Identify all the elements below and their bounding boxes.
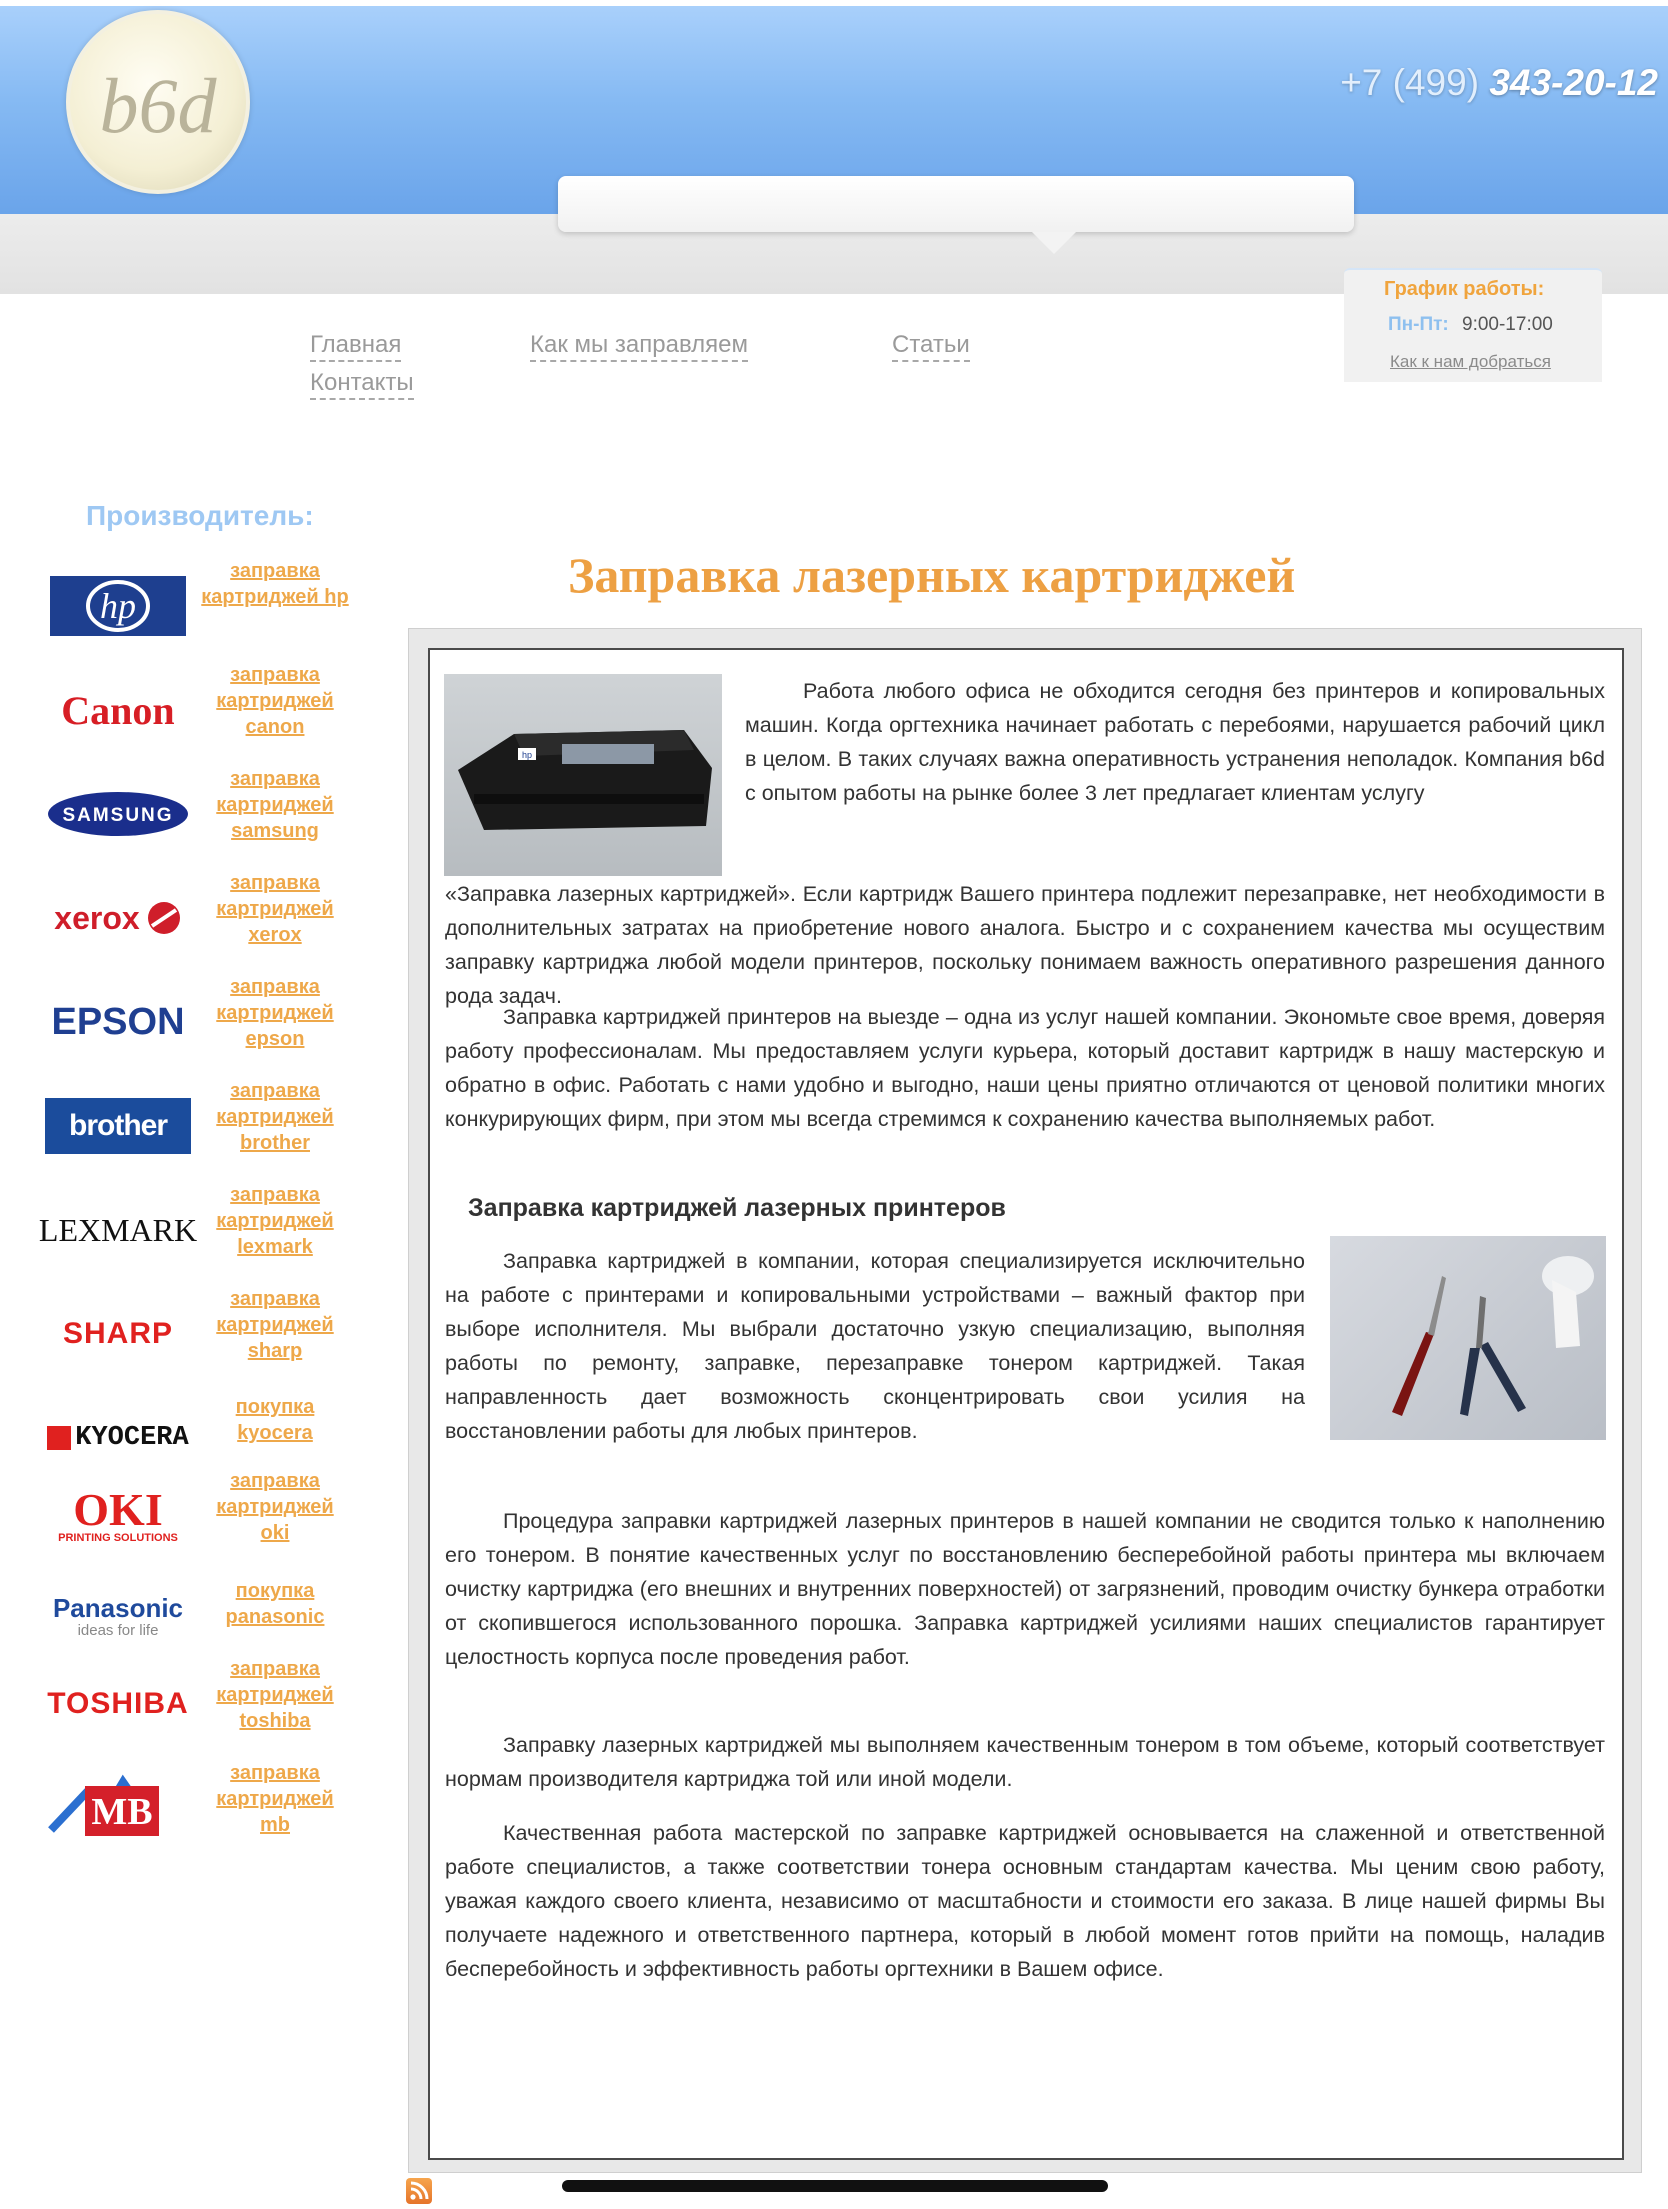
schedule-time: 9:00-17:00 xyxy=(1462,314,1553,335)
canon-logo: Canon xyxy=(61,687,175,733)
tools-photo xyxy=(1330,1236,1606,1440)
brand-brother xyxy=(40,1078,350,1174)
brand-lexmark xyxy=(40,1182,350,1278)
brand-link-sharp[interactable]: заправка картриджей sharp xyxy=(216,1288,334,1362)
home-indicator xyxy=(562,2180,1108,2192)
paragraph-5: Заправку лазерных картриджей мы выполняем качественным тонером в том объеме, который соответствует нормам производителя картриджа той или иной модели. xyxy=(445,1733,1605,1791)
sharp-logo: SHARP xyxy=(62,1317,173,1350)
brand-link-samsung[interactable]: заправка картриджей samsung xyxy=(216,768,334,842)
oki-logo: OKI PRINTING SOLUTIONS xyxy=(58,1484,178,1544)
brand-link-oki[interactable]: заправка картриджей oki xyxy=(216,1470,334,1544)
brother-logo: brother xyxy=(40,1078,196,1174)
schedule-days: Пн-Пт: xyxy=(1388,314,1449,335)
svg-text:SAMSUNG: SAMSUNG xyxy=(62,805,174,826)
brand-link-hp[interactable]: заправка картриджей hp xyxy=(201,560,349,608)
hp-logo xyxy=(40,558,196,654)
epson-logo: EPSON xyxy=(51,1000,185,1043)
panasonic-logo: Panasonic ideas for life xyxy=(52,1592,184,1639)
brand-link-mb[interactable]: заправка картриджей mb xyxy=(216,1762,334,1836)
phone-prefix: +7 (499) xyxy=(1340,62,1480,103)
brand-link-brother[interactable]: заправка картриджей brother xyxy=(216,1080,334,1154)
phone-main: 343-20-12 xyxy=(1489,62,1658,103)
svg-text:hp: hp xyxy=(100,586,136,626)
kyocera-logo: KYOCERA xyxy=(40,1390,196,1486)
sidebar-title: Производитель: xyxy=(86,500,314,531)
brand-link-panasonic[interactable]: покупка panasonic xyxy=(225,1580,325,1628)
samsung-logo xyxy=(40,766,196,862)
svg-text:MB: MB xyxy=(91,1791,153,1833)
brand-toshiba xyxy=(40,1656,350,1752)
brand-link-lexmark[interactable]: заправка картриджей lexmark xyxy=(216,1184,334,1258)
logo-text: b6d xyxy=(99,62,217,149)
paragraph-6: Качественная работа мастерской по заправке картриджей основывается на слаженной и ответственной работе специалистов, а также соответствии тонера основным стандартам качества. Мы ценим свою работу, уважая каждого своего клиента, независимо от масштабности и стоимости его заказа. В лице нашей фирмы Вы получаете надежного и ответственного партнера, который в любой момент готов прийти на помощь, наладив бесперебойность и эффективность работы оргтехники в Вашем офисе. xyxy=(445,1821,1605,1981)
svg-text:hp: hp xyxy=(521,750,533,760)
paragraph-4: Процедура заправки картриджей лазерных принтеров в нашей компании не сводится только к наполнению его тонером. В понятие качественных услуг по восстановлению бесперебойной работы принтера мы включаем очистку картриджа (его внешних и внутренних поверхностей) от загрязнений, проводим очистку бункера отработки от скопившегося использованного порошка. Заправка картриджей усилиями наших специалистов гарантирует целостность корпуса после проведения работ. xyxy=(445,1509,1605,1669)
lexmark-logo: LEXMARK xyxy=(38,1211,198,1248)
paragraph-3: Заправка картриджей в компании, которая специализируется исключительно на работе с принтерами и копировальными устройствами – важный фактор при выборе исполнителя. Мы выбрали достаточно узкую специализацию, выполняя работы по ремонту, заправке, перезаправке тонером картриджей. Такая направленность дает возможность сконцентрировать свои усилия на восстановлении работы для любых принтеров. xyxy=(445,1249,1305,1443)
logo-graphic xyxy=(70,14,246,190)
section-subheading: Заправка картриджей лазерных принтеров xyxy=(468,1194,1006,1222)
phone-number xyxy=(1340,62,1658,104)
brand-link-toshiba[interactable]: заправка картриджей toshiba xyxy=(216,1658,334,1732)
intro-paragraph-bottom: «Заправка лазерных картриджей». Если картридж Вашего принтера подлежит перезаправке, нет необходимости в дополнительных затратах на приобретение нового аналога. Быстро и с сохранением качества мы осуществим заправку картриджа любой модели принтеров, поскольку понимаем важность оперативного разрешения данного рода задач. xyxy=(445,882,1605,1008)
brand-link-xerox[interactable]: заправка картриджей xerox xyxy=(216,872,334,946)
cartridge-photo xyxy=(444,674,722,876)
schedule-title: График работы: xyxy=(1384,278,1545,300)
rss-icon[interactable] xyxy=(406,2178,432,2204)
xerox-logo: xerox xyxy=(40,870,196,966)
brand-hp xyxy=(40,558,350,654)
brand-epson xyxy=(40,974,350,1070)
search-bar-pointer xyxy=(1032,232,1076,254)
page-title: Заправка лазерных картриджей xyxy=(568,546,1296,603)
brand-link-epson[interactable]: заправка картриджей epson xyxy=(216,976,334,1050)
work-schedule xyxy=(1344,268,1602,382)
brand-mb xyxy=(40,1760,350,1856)
intro-paragraph-top: Работа любого офиса не обходится сегодня без принтеров и копировальных машин. Когда оргтехника начинает работать с перебоями, нарушается рабочий цикл в целом. В таких случаях важна оперативность устранения неполадок. Компания b6d с опытом работы на рынке более 3 лет предлагает клиентам услугу xyxy=(745,679,1605,805)
brand-canon xyxy=(40,662,350,758)
paragraph-2: Заправка картриджей принтеров на выезде – одна из услуг нашей компании. Экономьте свое время, доверяя работу профессионалам. Мы предоставляем услуги курьера, который доставит картридж в нашу мастерскую и обратно в офис. Работать с нами удобно и выгодно, наши цены приятно отличаются от ценовой политики многих конкурирующих фирм, при этом мы всегда стремимся к сохранению качества выполняемых работ. xyxy=(445,1005,1605,1131)
toshiba-logo: TOSHIBA xyxy=(47,1687,189,1720)
brand-link-canon[interactable]: заправка картриджей canon xyxy=(216,664,334,738)
nav-how-we-refill[interactable]: Как мы заправляем xyxy=(530,330,748,362)
site-logo[interactable] xyxy=(66,10,250,194)
brand-xerox xyxy=(40,870,350,966)
search-bar[interactable] xyxy=(558,176,1354,232)
brand-samsung xyxy=(40,766,350,862)
directions-link[interactable]: Как к нам добраться xyxy=(1390,352,1551,371)
kyocera-mark-icon xyxy=(47,1426,71,1450)
brand-panasonic xyxy=(40,1568,350,1664)
nav-contacts[interactable]: Контакты xyxy=(310,368,414,400)
brand-link-kyocera[interactable]: покупка kyocera xyxy=(235,1396,315,1444)
mb-logo xyxy=(40,1760,196,1856)
brand-sharp xyxy=(40,1286,350,1382)
brand-oki xyxy=(40,1468,350,1564)
nav-articles[interactable]: Статьи xyxy=(892,330,970,362)
nav-home[interactable]: Главная xyxy=(310,330,401,362)
